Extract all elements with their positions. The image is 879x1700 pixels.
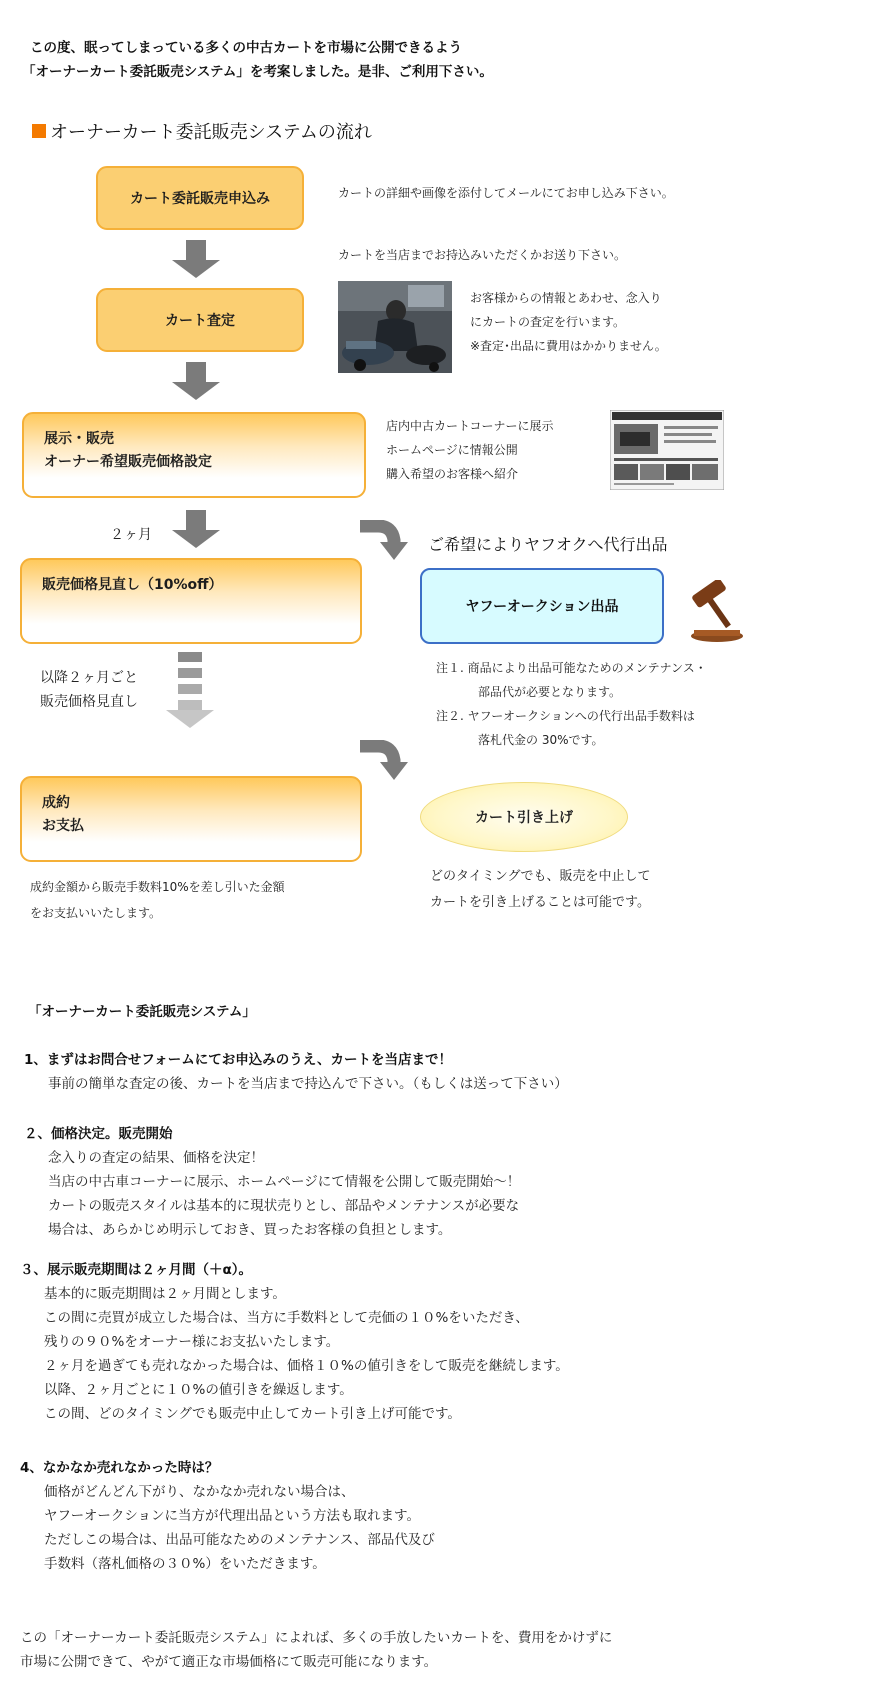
section-line: ただしこの場合は、出品可能なためのメンテナンス、部品代及び	[44, 1532, 435, 1548]
repeat-note	[40, 666, 138, 714]
display-screenshot-image	[610, 410, 724, 490]
step-contract-line1: 成約	[42, 795, 70, 811]
note2-text-b: 落札代金の 30%です。	[478, 733, 604, 747]
display-note-line: 店内中古カートコーナーに展示	[386, 419, 554, 433]
section-line: ２ヶ月を過ぎても売れなかった場合は、価格１０%の値引きをして販売を継続します。	[44, 1358, 569, 1374]
withdraw-note-line: どのタイミングでも、販売を中止して	[430, 869, 651, 884]
flow-title-text: オーナーカート委託販売システムの流れ	[50, 122, 372, 143]
down-arrow-icon	[182, 510, 210, 548]
appraisal-note-line: お客様からの情報とあわせ、念入り	[470, 291, 662, 305]
section-heading: ２、価格決定。販売開始	[24, 1126, 173, 1142]
payment-note-line: 成約金額から販売手数料10%を差し引いた金額	[30, 880, 285, 894]
section-line: ヤフーオークションに当方が代理出品という方法も取れます。	[44, 1508, 420, 1524]
section-line: この間、どのタイミングでも販売中止してカート引き上げ可能です。	[44, 1406, 461, 1422]
yahoo-notes	[436, 656, 707, 752]
step-display-box	[22, 412, 366, 498]
apply-note: カートの詳細や画像を添付してメールにてお申し込み下さい。	[338, 186, 674, 200]
step-appraisal-label: カート査定	[165, 313, 235, 329]
step-appraisal-box	[96, 288, 304, 352]
display-note-line: 購入希望のお客様へ紹介	[386, 467, 519, 481]
section-line: 以降、２ヶ月ごとに１０%の値引きを繰返します。	[44, 1382, 353, 1398]
down-arrow-icon	[182, 240, 210, 278]
dashed-down-arrow-icon	[176, 652, 204, 728]
yahoo-auction-box	[420, 568, 664, 644]
withdraw-ellipse	[420, 782, 628, 852]
closing-line: この「オーナーカート委託販売システム」によれば、多くの手放したいカートを、費用をかけずに	[20, 1630, 613, 1646]
note2-text-a: ヤフーオークションへの代行出品手数料は	[467, 709, 695, 723]
section-1	[24, 1048, 854, 1096]
step-apply-box	[96, 166, 304, 230]
two-months-label: ２ヶ月	[110, 527, 152, 543]
intro-line: 「オーナーカート委託販売システム」を考案しました。是非、ご利用下さい。	[22, 64, 493, 80]
step-display-line2: オーナー希望販売価格設定	[44, 454, 212, 470]
display-note	[386, 414, 554, 486]
section-line: 場合は、あらかじめ明示しておき、買ったお客様の負担とします。	[48, 1222, 452, 1238]
bring-note: カートを当店までお持込みいただくかお送り下さい。	[338, 248, 627, 262]
section-heading: ３、展示販売期間は２ヶ月間（＋α）。	[20, 1262, 253, 1278]
flow-title	[32, 118, 372, 144]
section-line: 価格がどんどん下がり、なかなか売れない場合は、	[44, 1484, 355, 1500]
section-4	[20, 1456, 860, 1576]
gavel-icon	[684, 580, 750, 644]
system-title: 「オーナーカート委託販売システム」	[28, 1004, 256, 1020]
appraisal-note-line: にカートの査定を行います。	[470, 315, 626, 329]
withdraw-note-line: カートを引き上げることは可能です。	[430, 895, 650, 910]
section-2	[24, 1122, 854, 1242]
section-line: 当店の中古車コーナーに展示、ホームページにて情報を公開して販売開始～！	[48, 1174, 521, 1190]
payment-note-line: をお支払いいたします。	[30, 906, 162, 920]
note1-label: 注１.	[436, 661, 464, 675]
appraisal-photo	[338, 281, 452, 373]
yahoo-heading: ご希望によりヤフオクへ代行出品	[428, 535, 668, 554]
closing-line: 市場に公開できて、やがて適正な市場価格にて販売可能になります。	[20, 1654, 438, 1670]
section-line: 基本的に販売期間は２ヶ月間とします。	[44, 1286, 286, 1302]
display-note-line: ホームページに情報公開	[386, 443, 518, 457]
step-display-line1: 展示・販売	[44, 431, 114, 447]
note1-text-b: 部品代が必要となります。	[478, 685, 622, 699]
withdraw-note	[430, 864, 650, 916]
section-line: 残りの９０%をオーナー様にお支払いたします。	[44, 1334, 340, 1350]
intro-line: この度、眠ってしまっている多くの中古カートを市場に公開できるよう	[30, 40, 462, 56]
section-line: 事前の簡単な査定の後、カートを当店まで持込んで下さい。（もしくは送って下さい）	[48, 1076, 568, 1092]
step-review-box	[20, 558, 362, 644]
curved-arrow-icon	[360, 740, 416, 784]
step-review-label: 販売価格見直し（10%off）	[42, 577, 223, 593]
step-apply-label: カート委託販売申込み	[130, 191, 270, 207]
orange-square-icon	[32, 124, 46, 138]
payment-note	[30, 874, 285, 926]
step-contract-line2: お支払	[42, 818, 84, 834]
section-heading: 1、まずはお問合せフォームにてお申込みのうえ、カートを当店まで！	[24, 1052, 453, 1068]
yahoo-auction-label: ヤフーオークション出品	[465, 599, 619, 615]
intro-text	[22, 36, 493, 84]
section-line: この間に売買が成立した場合は、当方に手数料として売価の１０%をいただき、	[44, 1310, 529, 1326]
closing-text	[20, 1626, 870, 1674]
section-line: 念入りの査定の結果、価格を決定！	[48, 1150, 264, 1166]
note1-text-a: 商品により出品可能なためのメンテナンス・	[467, 661, 707, 675]
appraisal-note	[470, 286, 667, 358]
step-contract-box	[20, 776, 362, 862]
note2-label: 注２.	[436, 709, 464, 723]
section-line: 手数料（落札価格の３０%）をいただきます。	[44, 1556, 326, 1572]
repeat-note-line: 販売価格見直し	[40, 694, 138, 710]
appraisal-note-line: ※査定･出品に費用はかかりません。	[470, 339, 667, 353]
curved-arrow-icon	[360, 520, 416, 564]
section-line: カートの販売スタイルは基本的に現状売りとし、部品やメンテナンスが必要な	[48, 1198, 520, 1214]
down-arrow-icon	[182, 362, 210, 400]
repeat-note-line: 以降２ヶ月ごと	[40, 670, 138, 686]
withdraw-label: カート引き上げ	[475, 810, 573, 826]
section-3	[20, 1258, 860, 1426]
section-heading: 4、なかなか売れなかった時は？	[20, 1460, 219, 1476]
